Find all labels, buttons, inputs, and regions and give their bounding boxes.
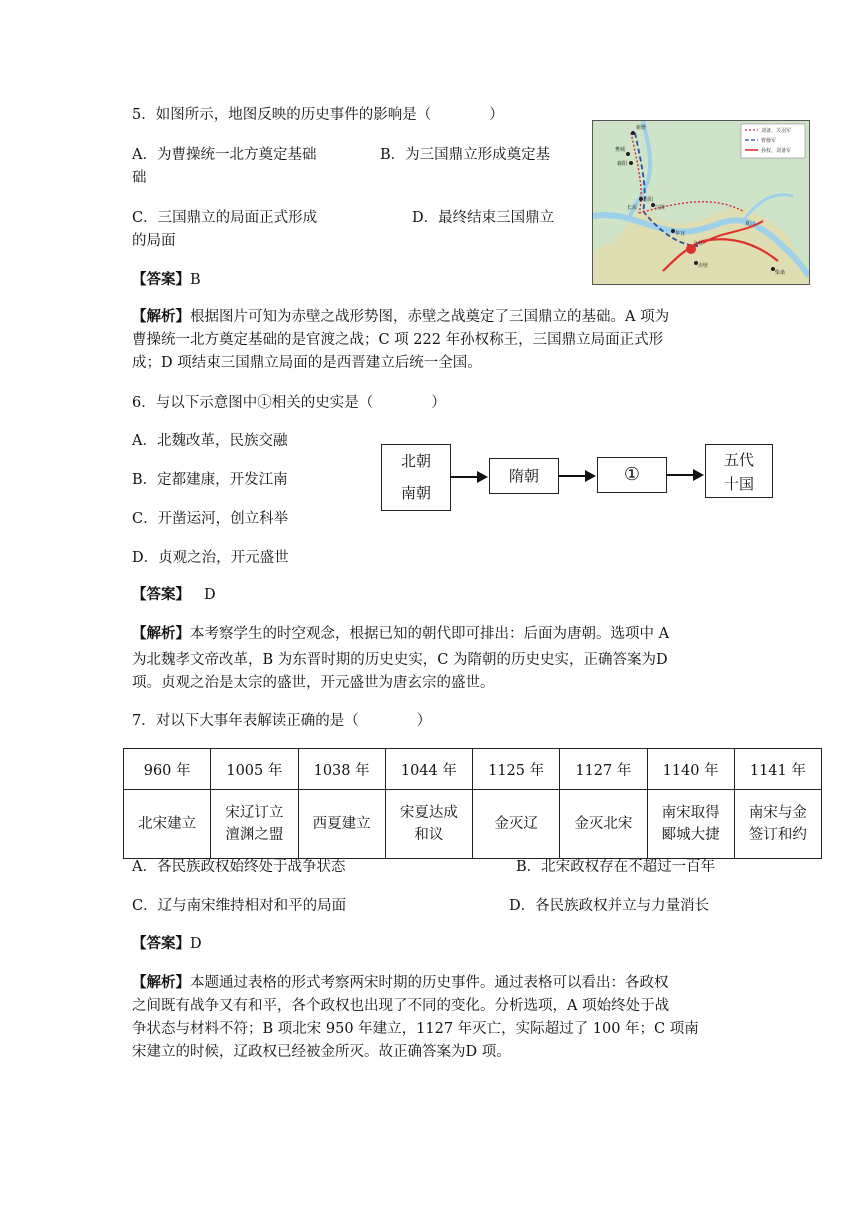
q7-answer (132, 934, 202, 954)
q6-option-c: C．开凿运河，创立科举 (132, 511, 289, 527)
event-text: 北宋建立 (138, 816, 197, 832)
chibi-battle-map (592, 120, 810, 285)
q5-answer (132, 270, 201, 290)
q5-analysis-line-1 (132, 307, 669, 327)
table-row-events (124, 790, 822, 859)
q7-option-a: A．各民族政权始终处于战争状态 (132, 859, 346, 875)
q7-option-c: C．辽与南宋维持相对和平的局面 (132, 898, 347, 914)
event-cell (560, 790, 647, 859)
event-text: 签订和约 (748, 827, 807, 843)
analysis-label: 【解析】 (132, 625, 190, 642)
place-label: 赤壁 (698, 263, 709, 269)
q6-option-b: B．定都建康，开发江南 (132, 472, 288, 488)
legend-cao: 曹操军 (761, 138, 777, 144)
answer-value: D (204, 587, 216, 603)
event-cell (211, 790, 298, 859)
q6-analysis-line-2: 为北魏孝文帝改革，B 为东晋时期的历史史实，C 为隋朝的历史史实，正确答案为D (132, 652, 668, 668)
analysis-label: 【解析】 (132, 974, 190, 991)
q7-stem: 7．对以下大事年表解读正确的是（ ） (132, 713, 432, 729)
event-text: 西夏建立 (312, 816, 371, 832)
arrow-3-head (693, 469, 704, 481)
box-five-dynasties-line2: 十国 (723, 475, 754, 493)
place-label: 新野 (636, 125, 647, 131)
year-cell: 1005 年 (211, 749, 298, 790)
event-cell (385, 790, 472, 859)
event-cell (298, 790, 385, 859)
event-cell (124, 790, 211, 859)
answer-label: 【答案】 (132, 935, 190, 952)
q7-option-b: B．北宋政权存在不超过一百年 (516, 859, 716, 875)
event-cell (473, 790, 560, 859)
place-label: 江陵 (655, 205, 666, 211)
analysis-text: 本考察学生的时空观念，根据已知的朝代即可排出：后面为唐朝。选项中 A (190, 626, 670, 642)
year-cell: 1044 年 (385, 749, 472, 790)
box-five-dynasties (705, 444, 773, 498)
q5-analysis-line-3: 成；D 项结束三国鼎立局面的是西晋建立后统一全国。 (132, 355, 482, 371)
q6-option-d: D．贞观之治，开元盛世 (132, 550, 289, 566)
answer-value: B (190, 272, 201, 288)
map-drawing (593, 121, 809, 284)
q5-option-d: D．最终结束三国鼎立 (412, 210, 555, 226)
arrow-1 (450, 476, 478, 478)
arrow-2 (558, 475, 586, 477)
answer-value: D (190, 936, 202, 952)
event-cell (734, 790, 821, 859)
place-label: 樊城 (615, 147, 626, 153)
answer-label: 【答案】 (132, 271, 190, 288)
place-label: 襄阳 (617, 161, 628, 167)
event-text: 和议 (414, 827, 444, 843)
q7-analysis-line-2: 之间既有战争又有和平，各个政权也出现了不同的变化。分析选项，A 项始终处于战 (132, 998, 670, 1014)
q5-stem: 5．如图所示，地图反映的历史事件的影响是（ ） (132, 107, 504, 123)
box-south-dynasties: 南朝 (381, 477, 451, 511)
place-label: 华容 (675, 231, 686, 237)
table-row-years (124, 749, 822, 790)
year-cell: 960 年 (124, 749, 211, 790)
box-north-dynasties: 北朝 (381, 444, 451, 478)
q5-option-b-wrap: 础 (132, 170, 147, 186)
place-label: 当阳 (643, 197, 654, 203)
analysis-label: 【解析】 (132, 308, 190, 325)
legend-sun-liu: 孙权、刘备军 (761, 148, 792, 154)
arrow-1-head (477, 471, 488, 483)
box-sui: 隋朝 (489, 458, 559, 494)
event-text: 南宋与金 (748, 805, 807, 821)
q5-option-d-wrap: 的局面 (132, 233, 176, 249)
event-text: 南宋取得 (661, 805, 720, 821)
event-cell (647, 790, 734, 859)
events-timeline-table (123, 748, 822, 859)
place-label: 长坂 (627, 205, 638, 211)
analysis-text: 根据图片可知为赤壁之战形势图，赤壁之战奠定了三国鼎立的基础。A 项为 (190, 309, 670, 325)
event-text: 金灭北宋 (574, 816, 633, 832)
event-text: 郾城大捷 (661, 827, 720, 843)
answer-label: 【答案】 (132, 586, 190, 603)
analysis-text: 本题通过表格的形式考察两宋时期的历史事件。通过表格可以看出：各政权 (190, 975, 669, 991)
q6-analysis-line-3: 项。贞观之治是太宗的盛世，开元盛世为唐玄宗的盛世。 (132, 675, 495, 691)
q5-option-b: B．为三国鼎立形成奠定基 (380, 147, 551, 163)
place-label: 乌林 (693, 241, 704, 247)
q7-analysis-line-1 (132, 973, 669, 993)
q6-answer (132, 585, 216, 605)
legend-liu-guan: 刘备、关羽军 (761, 128, 792, 134)
q6-option-a: A．北魏改革，民族交融 (132, 433, 288, 449)
year-cell: 1038 年 (298, 749, 385, 790)
place-label: 柴桑 (775, 270, 786, 276)
q6-analysis-line-1 (132, 624, 669, 644)
year-cell: 1127 年 (560, 749, 647, 790)
q5-option-a: A．为曹操统一北方奠定基础 (132, 147, 317, 163)
q6-stem: 6．与以下示意图中①相关的史实是（ ） (132, 395, 446, 411)
event-text: 金灭辽 (494, 816, 538, 832)
event-text: 宋夏达成 (399, 805, 458, 821)
arrow-3 (666, 474, 694, 476)
q5-analysis-line-2: 曹操统一北方奠定基础的是官渡之战；C 项 222 年孙权称王，三国鼎立局面正式形 (132, 332, 664, 348)
place-label: 夏口 (745, 221, 756, 227)
event-text: 宋辽订立 (225, 805, 284, 821)
year-cell: 1140 年 (647, 749, 734, 790)
event-text: 澶渊之盟 (225, 827, 284, 843)
year-cell: 1141 年 (734, 749, 821, 790)
year-cell: 1125 年 (473, 749, 560, 790)
box-five-dynasties-line1: 五代 (723, 451, 754, 469)
q7-analysis-line-3: 争状态与材料不符；B 项北宋 950 年建立，1127 年灭亡，实际超过了 100 年；C 项南 (132, 1021, 699, 1037)
q7-option-d: D．各民族政权并立与力量消长 (509, 898, 710, 914)
q7-analysis-line-4: 宋建立的时候，辽政权已经被金所灭。故正确答案为D 项。 (132, 1044, 511, 1060)
arrow-2-head (585, 470, 596, 482)
box-circled-one: ① (597, 457, 667, 493)
q5-option-c: C．三国鼎立的局面正式形成 (132, 210, 318, 226)
